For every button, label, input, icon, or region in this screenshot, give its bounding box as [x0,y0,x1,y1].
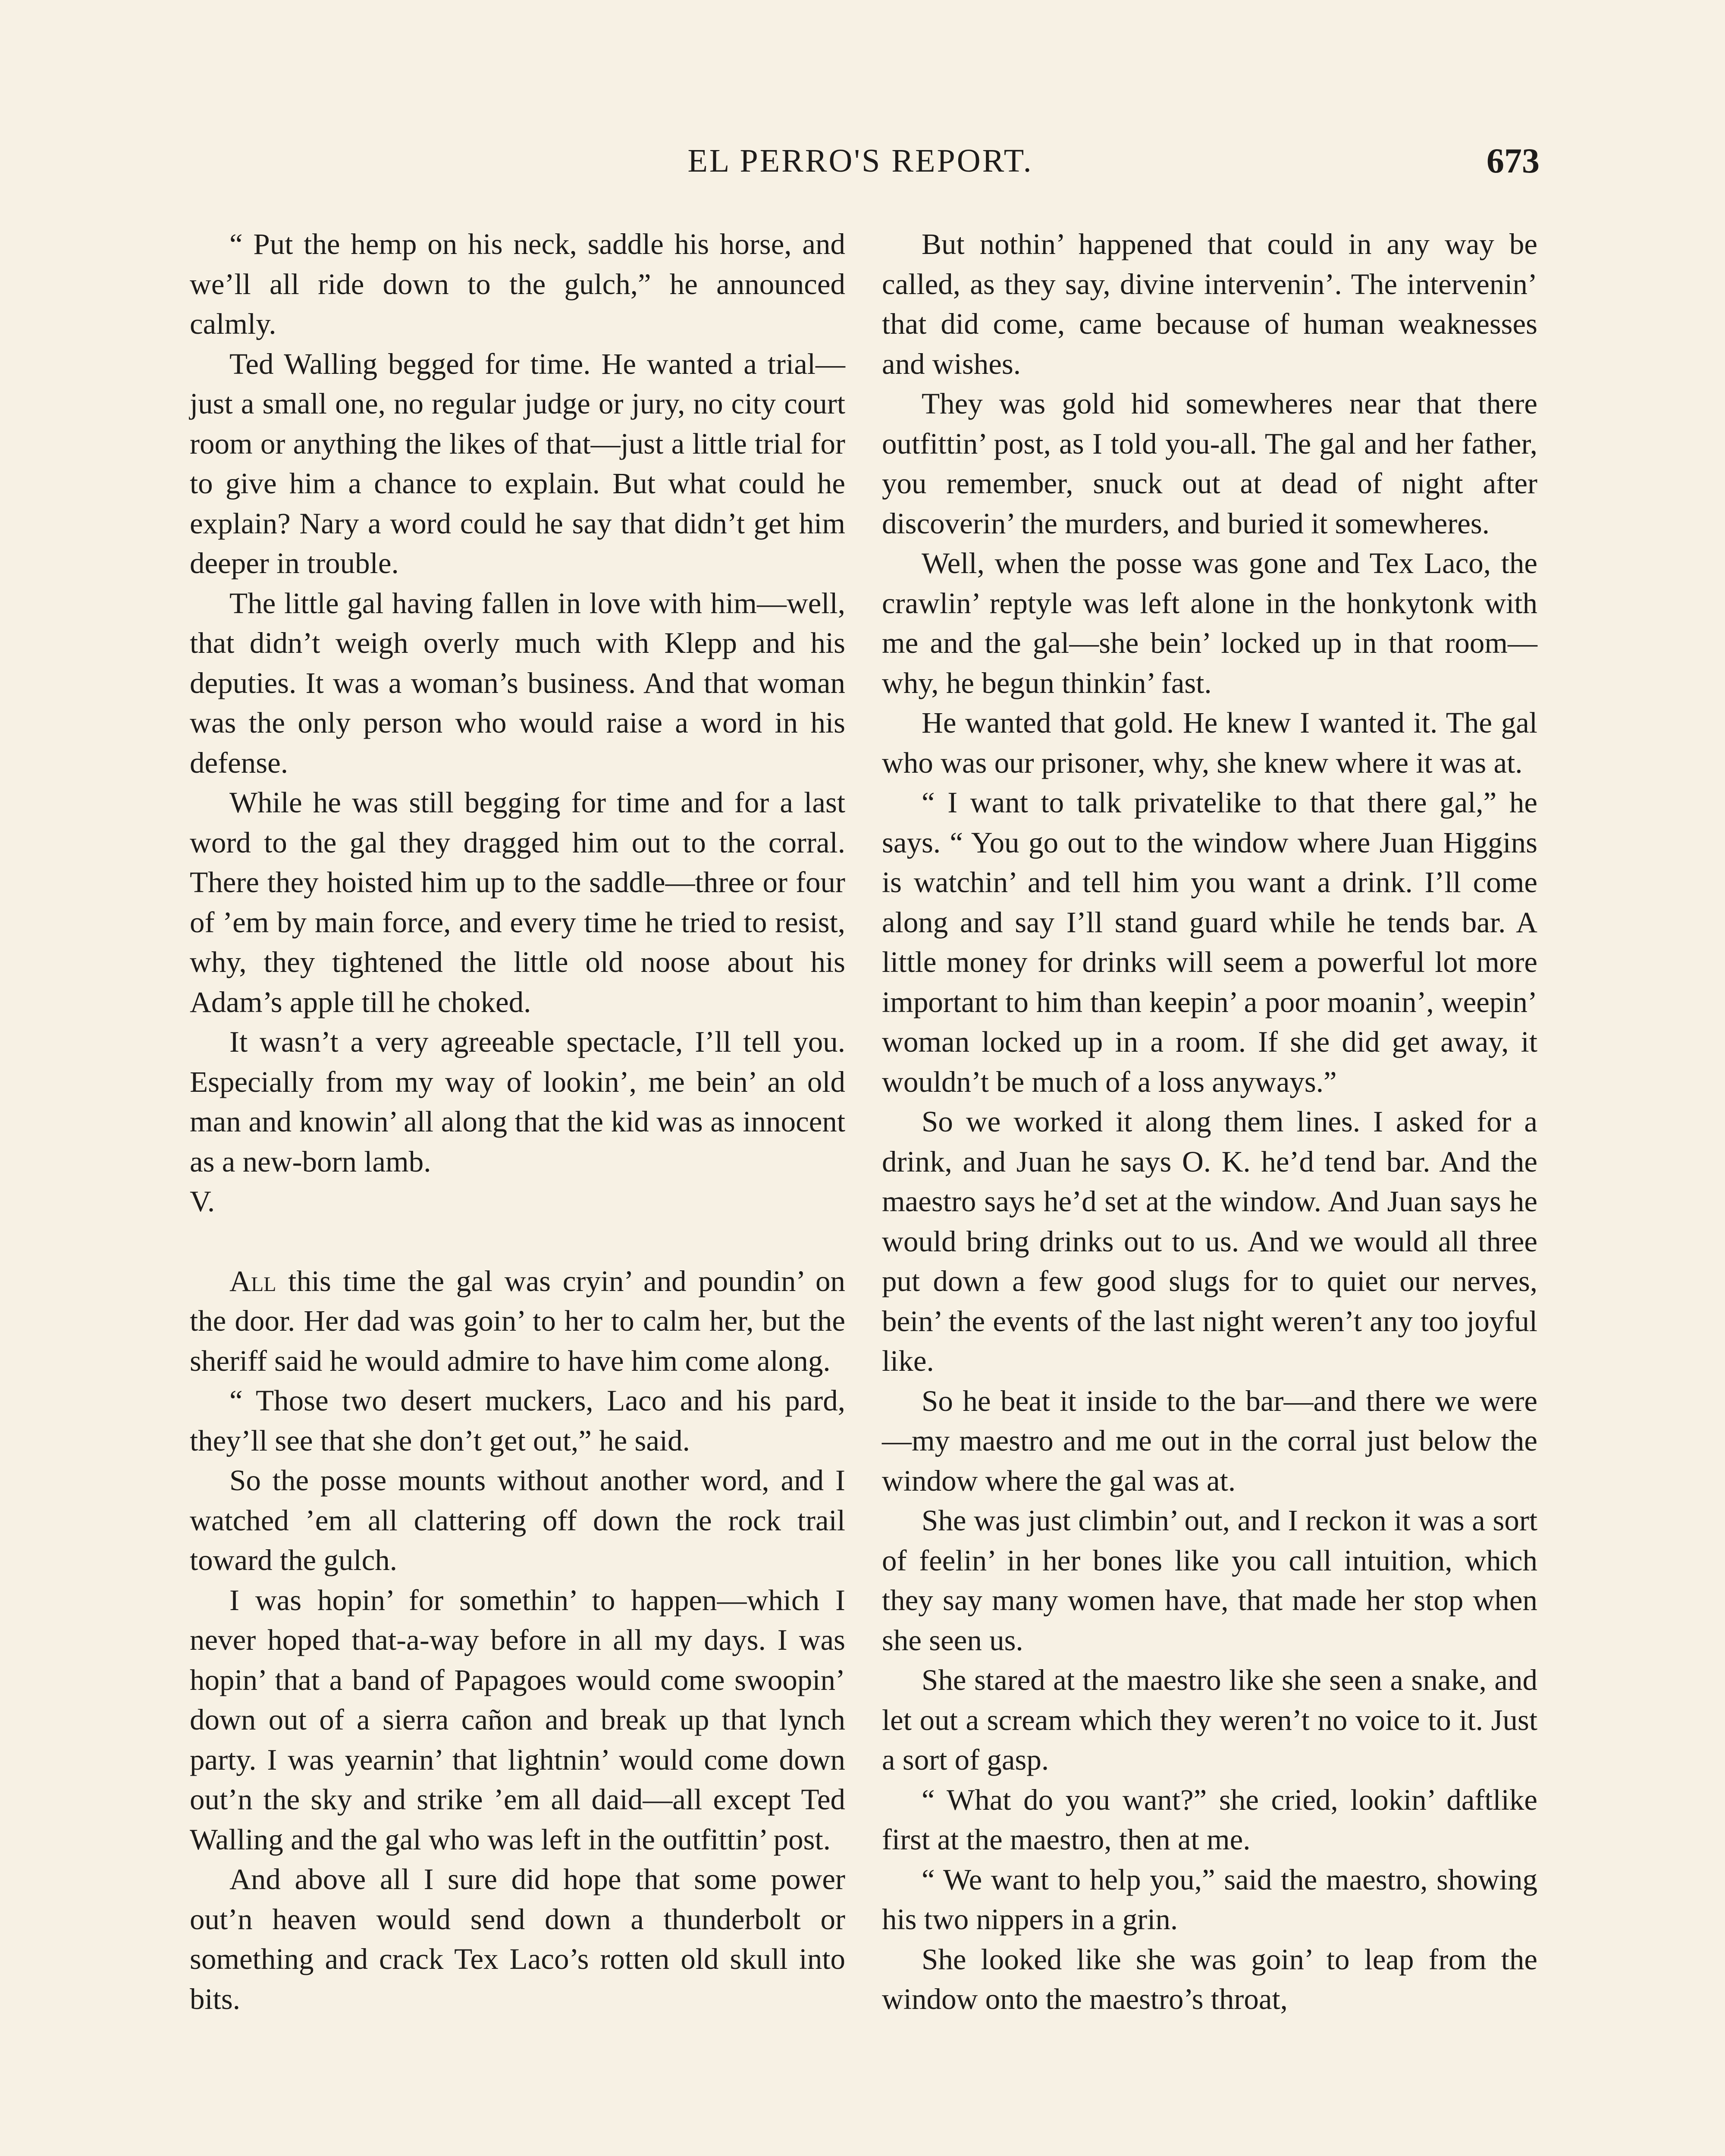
paragraph: “ Put the hemp on his neck, saddle his horse, and we’ll all ride down to the gulch,” he announced calmly. [190,228,845,340]
paragraph: But nothin’ happened that could in any way be called, as they say, divine intervenin’. The intervenin’ that did come, came because of human weaknesses and wishes. [882,228,1537,380]
right-column [882,224,1537,2019]
page-header [181,142,1540,207]
paragraph: She was just climbin’ out, and I reckon it was a sort of feelin’ in her bones like you call intuition, which they say many women have, that made her stop when she seen us. [882,1504,1537,1657]
paragraph: Well, when the posse was gone and Tex Laco, the crawlin’ reptyle was left alone in the honkytonk with me and the gal—she bein’ locked up in that room—why, he begun thinkin’ fast. [882,547,1537,699]
paragraph: They was gold hid somewheres near that there outfittin’ post, as I told you-all. The gal and her father, you remember, snuck out at dead of night after discoverin’ the murders, and buried it somewheres. [882,387,1537,540]
page-number: 673 [1487,141,1540,180]
paragraph: And above all I sure did hope that some power out’n heaven would send down a thunderbolt or something and crack Tex Laco’s rotten old skull into bits. [190,1863,845,2015]
paragraph: So the posse mounts without another word, and I watched ’em all clattering off down the rock trail toward the gulch. [190,1464,845,1576]
paragraph [190,1261,845,1381]
paragraph: “ We want to help you,” said the maestro, showing his two nippers in a grin. [882,1863,1537,1936]
paragraph: “ Those two desert muckers, Laco and his pard, they’ll see that she don’t get out,” he said. [190,1384,845,1457]
paragraph: Ted Walling begged for time. He wanted a trial—just a small one, no regular judge or jury, no city court room or anything the likes of that—just a little trial for to give him a chance to explain. But what could he explain? Nary a word could he say that didn’t get him deeper in trouble. [190,347,845,580]
paragraph: She stared at the maestro like she seen a snake, and let out a scream which they weren’t no voice to it. Just a sort of gasp. [882,1664,1537,1776]
paragraph: It wasn’t a very agreeable spectacle, I’ll tell you. Especially from my way of lookin’, me bein’ an old man and knowin’ all along that the kid was as innocent as a new-born lamb. [190,1025,845,1178]
paragraph: The little gal having fallen in love with him—well, that didn’t weigh overly much with Klepp and his deputies. It was a woman’s business. And that woman was the only person who would raise a word in his defense. [190,586,845,779]
paragraph: So he beat it inside to the bar—and there we were—my maestro and me out in the corral just below the window where the gal was at. [882,1384,1537,1497]
section-heading: V. [190,1185,215,1218]
running-title: EL PERRO'S REPORT. [687,143,1033,179]
paragraph: While he was still begging for time and for a last word to the gal they dragged him out to the corral. There they hoisted him up to the saddle—three or four of ’em by main force, and every time he tried to resist, why, they tightened the little old noose about his Adam’s apple till he choked. [190,786,845,1018]
paragraph: He wanted that gold. He knew I wanted it. The gal who was our prisoner, why, she knew where it was at. [882,706,1537,779]
paragraph: She looked like she was goin’ to leap from the window onto the maestro’s throat, [882,1943,1537,2015]
paragraph: “ What do you want?” she cried, lookin’ daftlike first at the maestro, then at me. [882,1783,1537,1856]
left-column [190,224,845,2019]
small-caps-lead: All [229,1264,276,1297]
paragraph: So we worked it along them lines. I asked for a drink, and Juan he says O. K. he’d tend bar. And the maestro says he’d set at the window. And Juan says he would bring drinks out to us. And we would all three put down a few good slugs for to quiet our nerves, bein’ the events of the last night weren’t any too joyful like. [882,1105,1537,1377]
paragraph: “ I want to talk privatelike to that there gal,” he says. “ You go out to the window where Juan Higgins is watchin’ and tell him you want a drink. I’ll come along and say I’ll stand guard while he tends bar. A little money for drinks will seem a powerful lot more important to him than keepin’ a poor moanin’, weepin’ woman locked up in a room. If she did get away, it wouldn’t be much of a loss anyways.” [882,786,1537,1098]
paragraph-text: this time the gal was cryin’ and poundin’ on the door. Her dad was goin’ to her to calm her, but the sheriff said he would admire to have him come along. [190,1264,845,1377]
paragraph: I was hopin’ for somethin’ to happen—which I never hoped that-a-way before in all my days. I was hopin’ that a band of Papagoes would come swoopin’ down out of a sierra cañon and break up that lynch party. I was yearnin’ that lightnin’ would come down out’n the sky and strike ’em all daid—all except Ted Walling and the gal who was left in the outfittin’ post. [190,1583,845,1856]
